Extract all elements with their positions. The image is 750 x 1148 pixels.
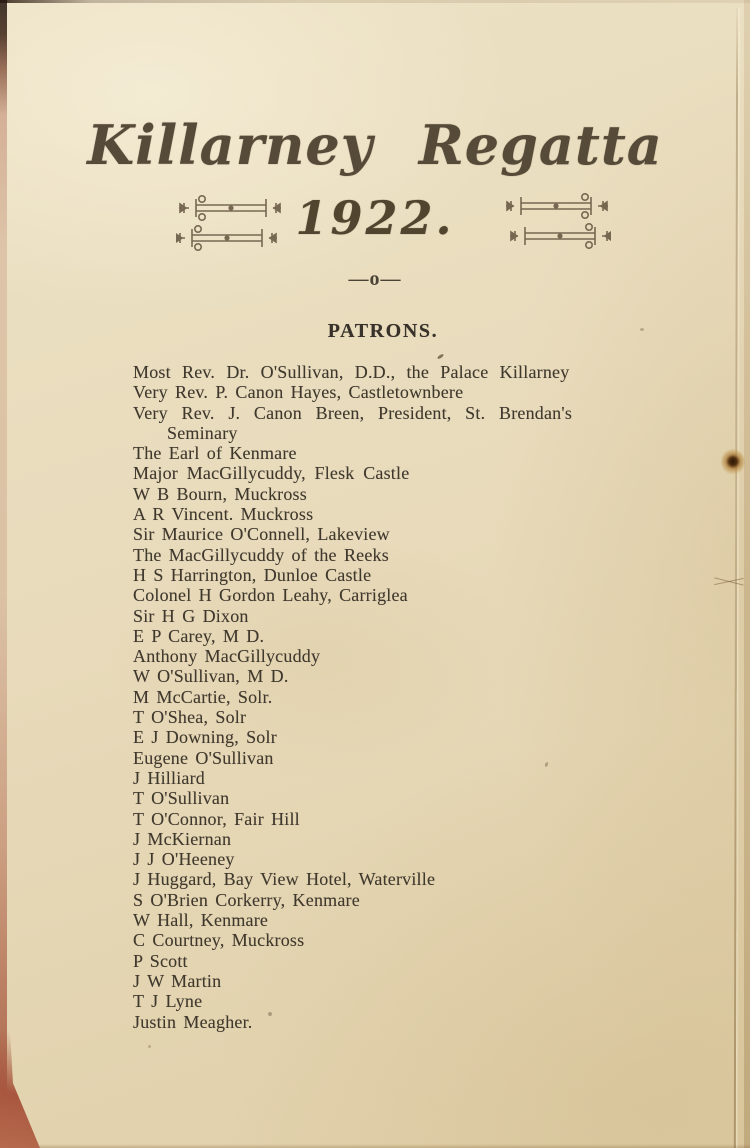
patron-entry: The Earl of Kenmare — [133, 443, 297, 464]
patron-entry: P Scott — [133, 950, 188, 971]
patron-entry: Very Rev. J. Canon Breen, President, St. Brendan's — [133, 402, 573, 423]
page-right-edge — [744, 0, 750, 1148]
ink-speck — [437, 353, 444, 359]
patron-entry: Sir Maurice O'Connell, Lakeview — [133, 524, 390, 545]
document-year: 1922. — [295, 191, 455, 245]
patron-entry: J J O'Heeney — [133, 849, 235, 870]
patron-entry: Major MacGillycuddy, Flesk Castle — [133, 463, 410, 484]
patron-entry: J Huggard, Bay View Hotel, Waterville — [133, 869, 436, 890]
crease-mark — [714, 570, 744, 594]
printer-flourish-icon — [503, 192, 611, 258]
patron-entry: Very Rev. P. Canon Hayes, Castletownbere — [133, 382, 464, 403]
patron-entry: Most Rev. Dr. O'Sullivan, D.D., the Palace Killarney — [133, 362, 570, 382]
patron-entry: Anthony MacGillycuddy — [133, 646, 321, 667]
page-bottom-edge — [0, 1144, 750, 1148]
patron-entry: W O'Sullivan, M D. — [133, 666, 289, 687]
patron-entry: Sir H G Dixon — [133, 605, 249, 626]
page-left-edge — [0, 0, 7, 1148]
patron-entry: The MacGillycuddy of the Reeks — [133, 544, 389, 565]
year-row — [0, 186, 750, 260]
patron-entry: J McKiernan — [133, 828, 232, 849]
page-top-edge — [0, 0, 750, 3]
patron-entry: E P Carey, M D. — [133, 625, 265, 646]
patron-entry: Justin Meagher. — [133, 1011, 253, 1032]
patron-entry: T O'Connor, Fair Hill — [133, 808, 300, 829]
ink-speck — [148, 1045, 151, 1048]
patron-entry: H S Harrington, Dunloe Castle — [133, 564, 372, 585]
patron-entry: W Hall, Kenmare — [133, 910, 269, 931]
patron-entry: T O'Shea, Solr — [133, 707, 247, 728]
patron-entry: C Courtney, Muckross — [133, 930, 305, 951]
patron-entry: W B Bourn, Muckross — [133, 483, 307, 504]
patron-entry: Colonel H Gordon Leahy, Carriglea — [133, 585, 408, 606]
patron-entry: T O'Sullivan — [133, 788, 230, 809]
patron-entry: T J Lyne — [133, 991, 203, 1012]
patron-entry: J Hilliard — [133, 767, 205, 788]
patron-entry: M McCartie, Solr. — [133, 686, 273, 707]
patron-entry: S O'Brien Corkerry, Kenmare — [133, 889, 360, 910]
red-cover-corner — [0, 1013, 40, 1148]
burn-stain — [721, 449, 745, 475]
patrons-heading: PATRONS. — [327, 320, 439, 342]
patron-entry: J W Martin — [133, 970, 222, 991]
patrons-list — [133, 362, 693, 1032]
patron-entry: A R Vincent. Muckross — [133, 504, 314, 525]
patron-entry: Seminary — [167, 422, 238, 443]
document-title: Killarney Regatta — [87, 113, 663, 177]
section-divider: —o— — [348, 268, 402, 290]
patron-entry: Eugene O'Sullivan — [133, 747, 274, 768]
patron-entry: E J Downing, Solr — [133, 727, 277, 748]
